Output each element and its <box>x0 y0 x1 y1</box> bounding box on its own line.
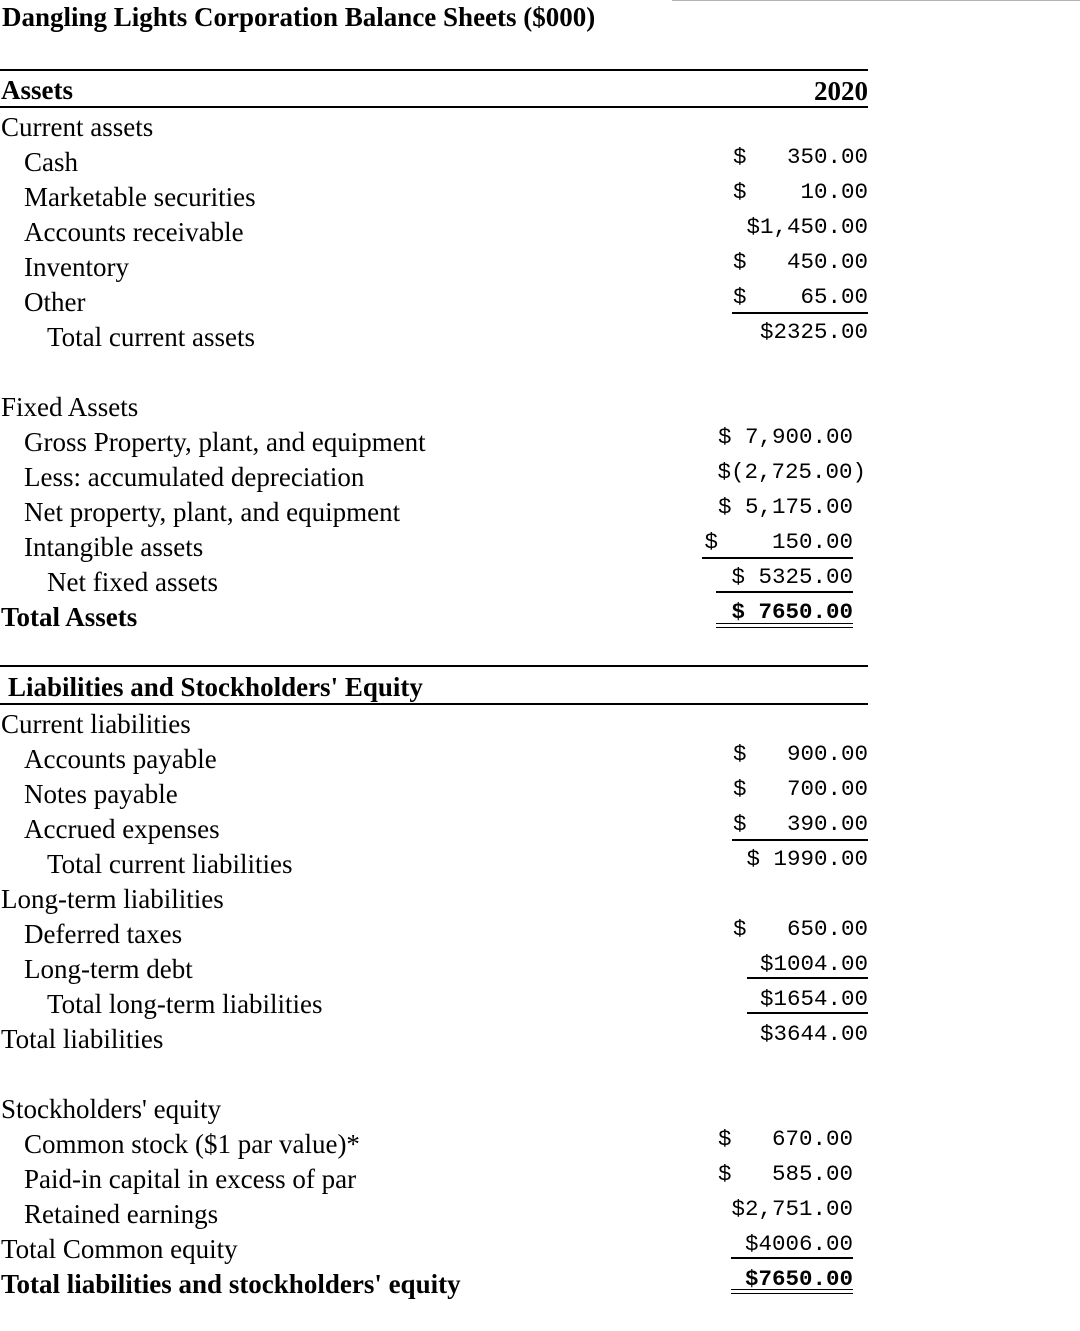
assets-header: Assets <box>1 75 73 105</box>
net-ppe-value: $ 5,175.00 <box>717 494 853 520</box>
assets-header-rule <box>0 106 868 108</box>
common-stock-label: Common stock ($1 par value)* <box>24 1129 360 1159</box>
total-assets-label: Total Assets <box>1 602 138 632</box>
net-fixed-assets-value: $ 5325.00 <box>731 564 853 590</box>
other-assets-value: $ 65.00 <box>732 284 868 310</box>
accumulated-depreciation-value: $(2,725.00) <box>717 459 866 485</box>
inventory-value: $ 450.00 <box>732 249 868 275</box>
total-assets-double-underline <box>716 623 853 628</box>
marketable-securities-value: $ 10.00 <box>732 179 868 205</box>
common-stock-value: $ 670.00 <box>717 1126 853 1152</box>
deferred-taxes-value: $ 650.00 <box>732 916 868 942</box>
total-liabilities-label: Total liabilities <box>1 1024 164 1054</box>
total-liabilities-value: $3644.00 <box>759 1021 868 1047</box>
other-assets-underline <box>732 312 868 314</box>
accounts-payable-label: Accounts payable <box>24 744 217 774</box>
accrued-expenses-underline <box>732 839 868 841</box>
accounts-payable-value: $ 900.00 <box>732 741 868 767</box>
deferred-taxes-label: Deferred taxes <box>24 919 183 949</box>
total-common-equity-value: $4006.00 <box>744 1231 853 1257</box>
long-term-debt-underline <box>747 977 868 979</box>
page-title: Dangling Lights Corporation Balance Sheets ($000) <box>2 2 596 32</box>
total-current-liabilities-value: $ 1990.00 <box>746 846 868 872</box>
current-assets-heading: Current assets <box>1 112 154 142</box>
current-liabilities-heading: Current liabilities <box>1 709 191 739</box>
long-term-debt-label: Long-term debt <box>24 954 193 984</box>
retained-earnings-value: $2,751.00 <box>731 1196 853 1222</box>
intangible-assets-underline <box>702 557 853 559</box>
net-fixed-assets-label: Net fixed assets <box>47 567 218 597</box>
long-term-liabilities-heading: Long-term liabilities <box>1 884 224 914</box>
gross-ppe-label: Gross Property, plant, and equipment <box>24 427 426 457</box>
net-fixed-assets-underline <box>716 591 853 593</box>
net-ppe-label: Net property, plant, and equipment <box>24 497 401 527</box>
total-liabilities-equity-double-underline <box>731 1289 853 1294</box>
top-border-rule <box>672 0 1080 1</box>
accumulated-depreciation-label: Less: accumulated depreciation <box>24 462 365 492</box>
total-current-assets-label: Total current assets <box>47 322 256 352</box>
total-assets-value: $ 7650.00 <box>731 599 853 625</box>
cash-label: Cash <box>24 147 78 177</box>
other-assets-label: Other <box>24 287 86 317</box>
paid-in-capital-value: $ 585.00 <box>717 1161 853 1187</box>
fixed-assets-heading: Fixed Assets <box>1 392 139 422</box>
inventory-label: Inventory <box>24 252 129 282</box>
liabilities-equity-header: Liabilities and Stockholders' Equity <box>8 672 423 702</box>
total-long-term-liabilities-underline <box>747 1012 868 1014</box>
retained-earnings-label: Retained earnings <box>24 1199 219 1229</box>
total-liabilities-equity-value: $7650.00 <box>744 1266 853 1292</box>
total-long-term-liabilities-value: $1654.00 <box>759 986 868 1012</box>
total-current-liabilities-label: Total current liabilities <box>47 849 293 879</box>
liabilities-header-rule <box>0 703 868 705</box>
accounts-receivable-label: Accounts receivable <box>24 217 244 247</box>
notes-payable-value: $ 700.00 <box>732 776 868 802</box>
liabilities-top-rule <box>0 665 868 667</box>
total-current-assets-value: $2325.00 <box>759 319 868 345</box>
marketable-securities-label: Marketable securities <box>24 182 256 212</box>
accrued-expenses-label: Accrued expenses <box>24 814 220 844</box>
total-common-equity-underline <box>731 1257 853 1259</box>
gross-ppe-value: $ 7,900.00 <box>717 424 853 450</box>
total-common-equity-label: Total Common equity <box>1 1234 238 1264</box>
intangible-assets-value: $ 150.00 <box>704 529 853 555</box>
accrued-expenses-value: $ 390.00 <box>732 811 868 837</box>
total-long-term-liabilities-label: Total long-term liabilities <box>47 989 323 1019</box>
total-liabilities-equity-label: Total liabilities and stockholders' equity <box>1 1269 461 1299</box>
year-column-header: 2020 <box>814 76 868 106</box>
cash-value: $ 350.00 <box>732 144 868 170</box>
paid-in-capital-label: Paid-in capital in excess of par <box>24 1164 357 1194</box>
notes-payable-label: Notes payable <box>24 779 178 809</box>
accounts-receivable-value: $1,450.00 <box>746 214 868 240</box>
long-term-debt-value: $1004.00 <box>759 951 868 977</box>
assets-top-rule <box>0 69 868 71</box>
stockholders-equity-heading: Stockholders' equity <box>1 1094 222 1124</box>
intangible-assets-label: Intangible assets <box>24 532 204 562</box>
